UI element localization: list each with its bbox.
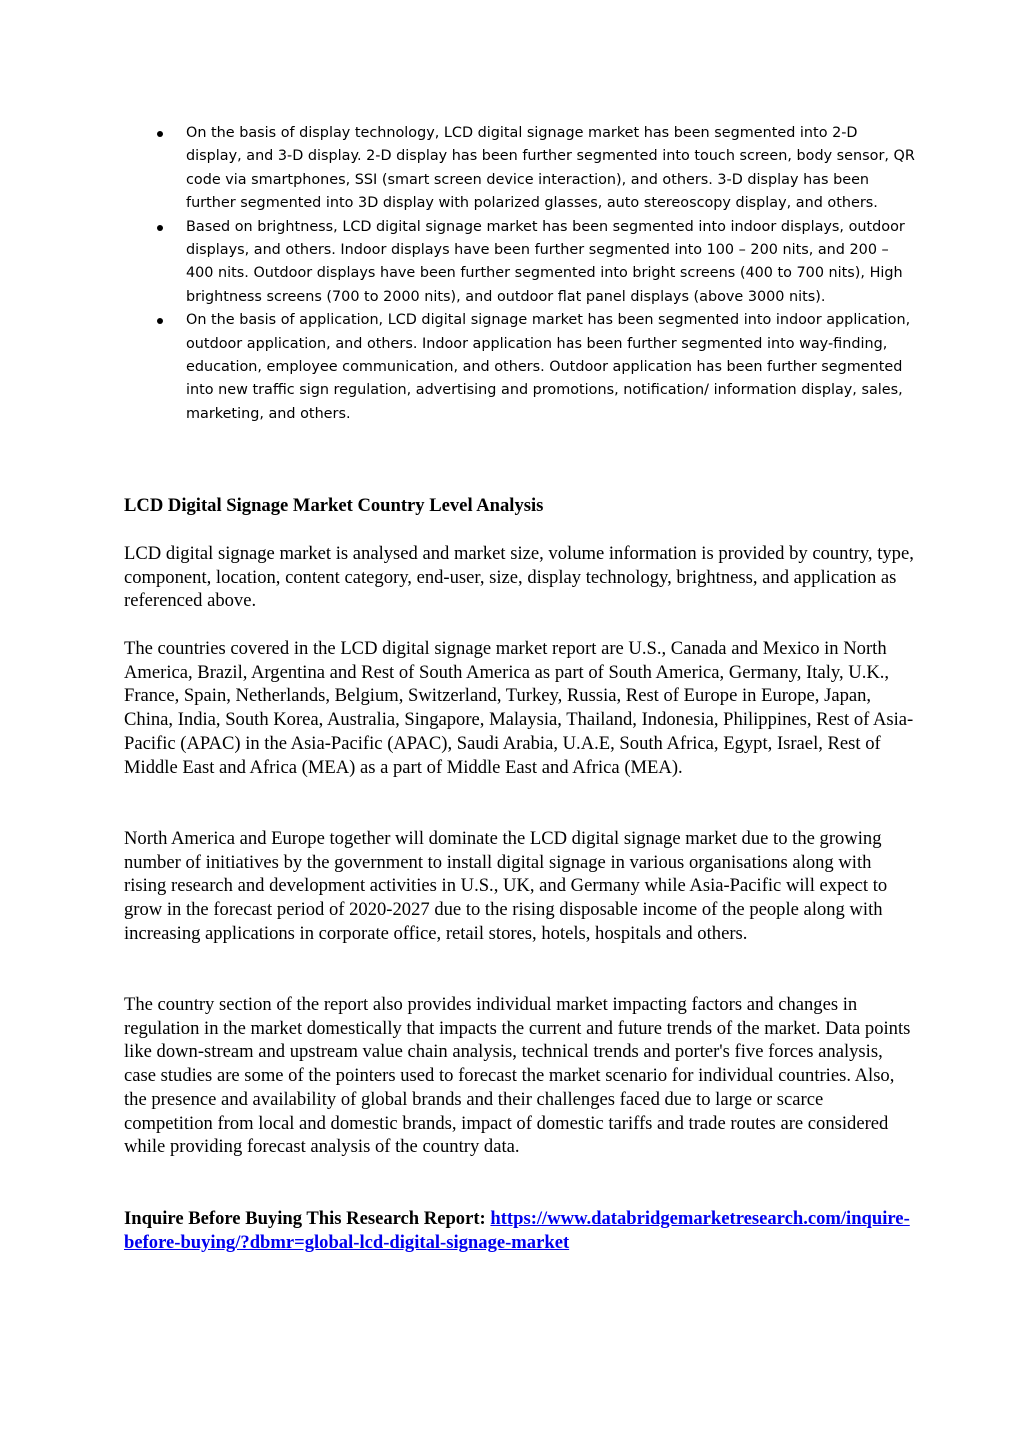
paragraph-regional-dominance: North America and Europe together will dominate the LCD digital signage market due to the growing number of initiatives by the government to install digital signage in various organisations along with rising research and development activities in U.S., UK, and Germany while Asia-Pacific will expect to grow in the forecast period of 2020-2027 due to the rising disposable income of the people along with increasing applications in corporate office, retail stores, hotels, hospitals and others. xyxy=(124,828,888,944)
inquire-link[interactable]: https://www.databridgemarketresearch.com/inquire-before-buying/?dbmr=global-lcd-digital-signage-market xyxy=(124,1208,910,1253)
section-heading: LCD Digital Signage Market Country Level Analysis xyxy=(124,495,544,516)
segmentation-bullet-list xyxy=(155,122,915,426)
inquire-block xyxy=(124,1207,914,1254)
list-item xyxy=(155,122,915,216)
list-item xyxy=(155,309,915,426)
bullet-icon xyxy=(157,131,163,137)
bullet-icon xyxy=(157,225,163,231)
bullet-icon xyxy=(157,318,163,324)
paragraph-country-section: The country section of the report also provides individual market impacting factors and changes in regulation in the market domestically that impacts the current and future trends of the market. Data points like down-stream and upstream value chain analysis, technical trends and porter's five forces analysis, case studies are some of the pointers used to forecast the market scenario for individual countries. Also, the presence and availability of global brands and their challenges faced due to large or scarce competition from local and domestic brands, impact of domestic tariffs and trade routes are considered while providing forecast analysis of the country data. xyxy=(124,994,911,1158)
paragraph-market-analysis: LCD digital signage market is analysed and market size, volume information is provided by country, type, component, location, content category, end-user, size, display technology, brightness, and application as referenced above. xyxy=(124,543,914,612)
paragraph-countries-covered: The countries covered in the LCD digital signage market report are U.S., Canada and Mexico in North America, Brazil, Argentina and Rest of South America as part of South America, Germany, Italy, U.K., France, Spain, Netherlands, Belgium, Switzerland, Turkey, Russia, Rest of Europe in Europe, Japan, China, India, South Korea, Australia, Singapore, Malaysia, Thailand, Indonesia, Philippines, Rest of Asia-Pacific (APAC) in the Asia-Pacific (APAC), Saudi Arabia, U.A.E, South Africa, Egypt, Israel, Rest of Middle East and Africa (MEA) as a part of Middle East and Africa (MEA). xyxy=(124,638,914,778)
bullet-text-brightness: Based on brightness, LCD digital signage market has been segmented into indoor displays, outdoor displays, and others. Indoor displays have been further segmented into 100 – 200 nits, and 200 – 400 nits. Outdoor displays have been further segmented into bright screens (400 to 700 nits), High brightness screens (700 to 2000 nits), and outdoor flat panel displays (above 3000 nits). xyxy=(186,218,905,305)
bullet-text-display-technology: On the basis of display technology, LCD digital signage market has been segmented into 2-D display, and 3-D display. 2-D display has been further segmented into touch screen, body sensor, QR code via smartphones, SSI (smart screen device interaction), and others. 3-D display has been further segmented into 3D display with polarized glasses, auto stereoscopy display, and others. xyxy=(186,125,915,212)
bullet-text-application: On the basis of application, LCD digital signage market has been segmented into indoor application, outdoor application, and others. Indoor application has been further segmented into way-finding, education, employee communication, and others. Outdoor application has been further segmented into new traffic sign regulation, advertising and promotions, notification/ information display, sales, marketing, and others. xyxy=(186,312,911,422)
inquire-label: Inquire Before Buying This Research Report: xyxy=(124,1208,491,1229)
list-item xyxy=(155,216,915,310)
